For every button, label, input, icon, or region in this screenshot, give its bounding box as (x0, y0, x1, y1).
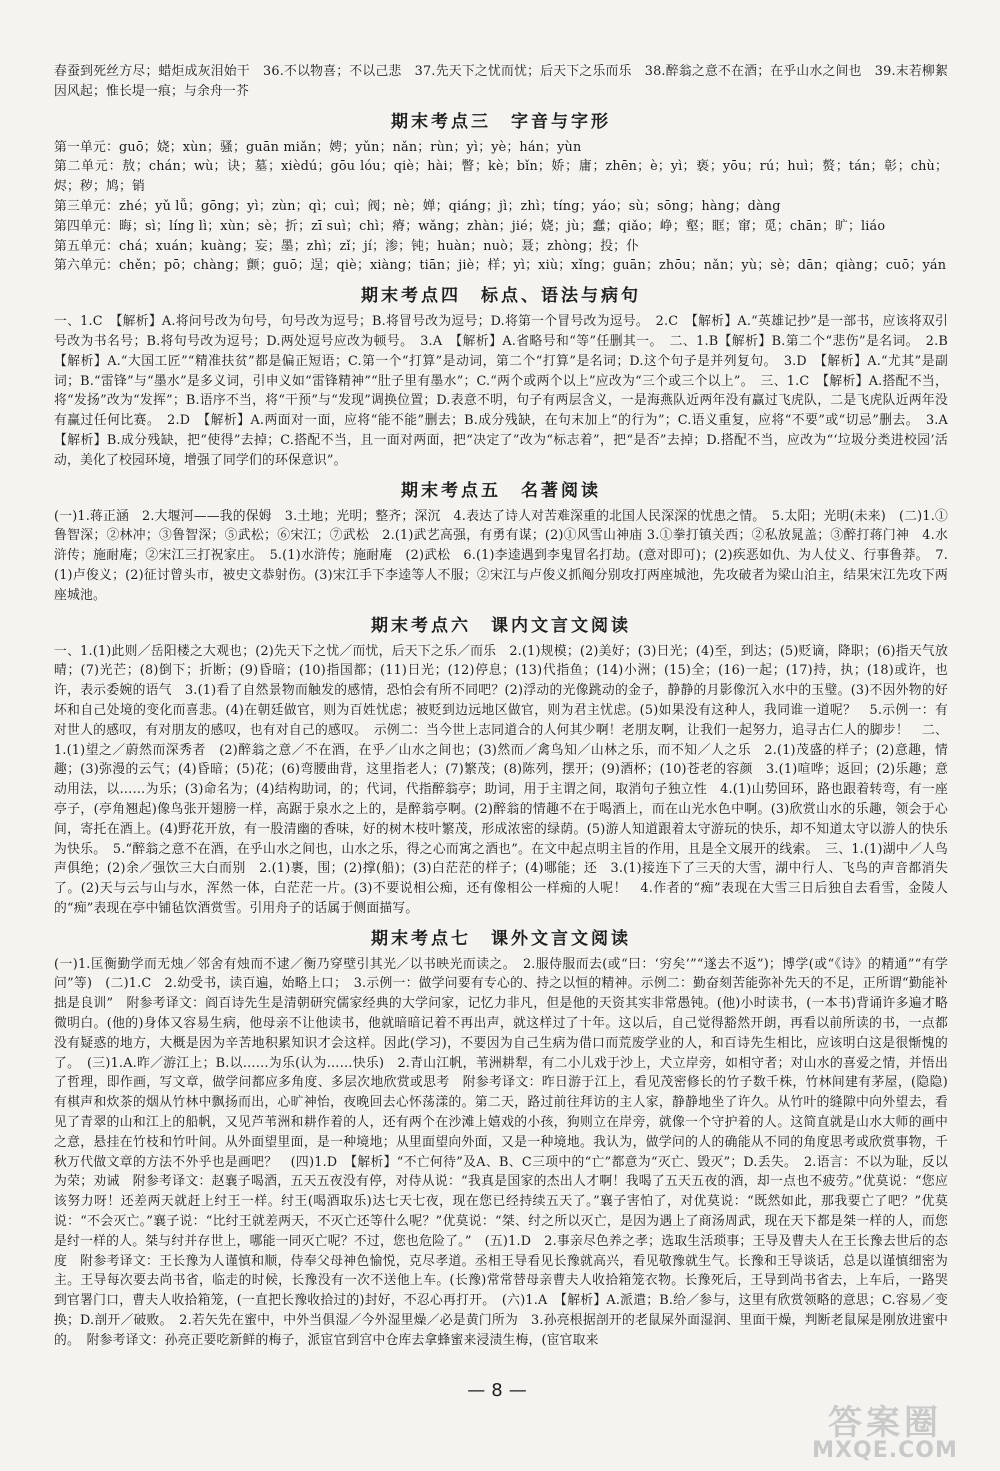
document-body (54, 62, 961, 1351)
answer-paragraph: 第六单元：chěn；pō；chàng；颤；guō；逞；qiè；xiàng；tiān；jiè；样；yì；xiù；xǐng；guān；zhōu；nǎn；yù；sè；dān；qiàng；cuō；yán (54, 258, 947, 274)
answer-paragraph: 一、1.(1)此则／岳阳楼之大观也；(2)先天下之忧／而忧，后天下之乐／而乐 2.(1)规模；(2)美好；(3)日光；(4)至，到达；(5)贬谪，降职；(6)指天气放晴；(7)光芒；(8)倒下；折断；(9)昏暗；(10)指国都；(11)日光；(12)停息；(13)代指鱼；(14)小洲；(15)全；(16)一起；(17)持，执；(18)或许，也许，表示委婉的语气 3.(1)看了自然景物而触发的感情，恐怕会有所不同吧？(2)浮动的光像跳动的金子，静静的月影像沉入水中的玉璧。(3)不因外物的好坏和自己处境的变化而喜悲。(4)在朝廷做官，则为百姓忧虑；被贬到边远地区做官，则为君主忧虑。(5)如果没有这种人，我同谁一道呢？ 5.示例一：有对世人的感叹，有对朋友的感叹，也有对自己的感叹。 示例二：当今世上志同道合的人何其少啊！老朋友啊，让我们一起努力，追寻古仁人的脚步！ 二、1.(1)望之／蔚然而深秀者 (2)醉翁之意／不在酒，在乎／山水之间也；(3)然而／禽鸟知／山林之乐，而不知／人之乐 2.(1)茂盛的样子；(2)意趣，情趣；(3)弥漫的云气；(4)昏暗；(5)花；(6)弯腰曲背，这里指老人；(7)繁茂；(8)陈列，摆开；(9)酒杯；(10)苍老的容颜 3.(1)喧哗；返回；(2)乐趣；意动用法，以……为乐；(3)命名为；(4)结构助词，的；代词，代指醉翁亭；助词，用于主谓之间，取消句子独立性 4.(1)山势回环，路也跟着转弯，有一座亭子，(亭角翘起)像鸟张开翅膀一样，高踞于泉水之上的，是醉翁亭啊。(2)醉翁的情趣不在于喝酒上，而在山光水色中啊。(3)欣赏山水的乐趣，领会于心间，寄托在酒上。(4)野花开放，有一股清幽的香味，好的树木枝叶繁茂，形成浓密的绿荫。(5)游人知道跟着太守游玩的快乐，却不知道太守以游人的快乐为快乐。 5.“醉翁之意不在酒，在乎山水之间也，山水之乐，得之心而寓之酒也”。在文中起点明主旨的作用，且是全文展开的线索。 三、1.(1)湖中／人鸟声俱绝；(2)余／强饮三大白而别 2.(1)裹，围；(2)撑(船)；(3)白茫茫的样子；(4)哪能；还 3.(1)接连下了三天的大雪，湖中行人、飞鸟的声音都消失了。(2)天与云与山与水，浑然一体，白茫茫一片。(3)不要说相公痴，还有像相公一样痴的人呢！ 4.作者的“痴”表现在大雪三日后独自去看雪，金陵人的“痴”表现在亭中铺毡饮酒赏雪。引用舟子的话属于侧面描写。 (54, 643, 948, 916)
section-heading: 期末考点五 名著阅读 (401, 480, 601, 501)
answer-paragraph: 第三单元：zhé；yǔ lǚ；gōng；yì；zùn；qì；cuì；阀；nè；婵；qiáng；jì；zhì；tíng；yáo；sù；sōng；hàng；dàng (54, 198, 781, 214)
watermark-text: 答案圈 (828, 1403, 942, 1443)
page-number: —8— (467, 1380, 533, 1401)
answer-paragraph: (一)1.蒋正涵 2.大堰河——我的保姆 3.土地；光明；整齐；深沉 4.表达了诗人对苦难深重的北国人民深深的忧患之情。 5.太阳；光明(未来) (二)1.①鲁智深；②林冲；③鲁智深；⑤武松；⑥宋江；⑦武松 2.(1)武艺高强，有勇有谋；(2)①风雪山神庙 3.①拳打镇关西；②私放晁盖；③醉打蒋门神 4.水浒传；施耐庵；②宋江三打祝家庄。 5.(1)水浒传；施耐庵 (2)武松 6.(1)李逵遇到李鬼冒名打劫。(意对即可)；(2)疾恶如仇、为人仗义、行事鲁莽。 7.(1)卢俊义；(2)征讨曾头市，被史文恭射伤。(3)宋江手下李逵等人不服；②宋江与卢俊义抓阄分别攻打两座城池，先攻破者为梁山泊主，结果宋江先攻下两座城池。 (54, 508, 948, 603)
watermark-logo (780, 1395, 990, 1465)
answer-paragraph: (一)1.匡衡勤学而无烛／邻舍有烛而不逮／衡乃穿壁引其光／以书映光而读之。 2.服侍服而去(或“曰：‘穷矣’”“遂去不返”)；博学(或“《诗》的精通”“有学问”等) (二)1.C 2.幼受书，读百遍，始略上口； 3.示例一：做学问要有专心的、持之以恒的精神。示例二：勤奋刻苦能弥补先天的不足，正所谓“勤能补拙是良训” 附参考译文：阎百诗先生是清朝研究儒家经典的大学问家，记忆力非凡，但是他的天资其实非常愚钝。(他)小时读书，(一本书)背诵许多遍才略微明白。(他的)身体又容易生病，他母亲不让他读书，他就暗暗记着不再出声，就这样过了十年。这以后，自己觉得豁然开朗，再看以前所读的书，一点都没有疑惑的地方，大概是因为辛苦地积累知识才会这样。因此(学习)，不要因为自己生病为借口而荒废学业的人，和百诗先生相比，应该明白这是很惭愧的了。 (三)1.A.昨／游江上；B.以……为乐(认为……快乐) 2.青山江帆，苇洲耕犁，有二小儿戏于沙上，犬立岸旁，如相守者；对山水的喜爱之情，并悟出了哲理，即作画，写文章，做学问都应多角度、多层次地欣赏或思考 附参考译文：昨日游于江上，看见茂密修长的竹子数千株，竹林间建有茅屋，(隐隐)有棋声和炊茶的烟从竹林中飘扬而出，心旷神怡，夜晚回去心怀荡漾的。第二天，路过前往拜访的主人家，静静地坐了许久。从竹叶的缝隙中向外望去，看见了青翠的山和江上的船帆，又见芦苇洲和耕作着的人，还有两个在沙滩上嬉戏的小孩，狗则立在岸旁，就像一个守护着的人。这简直就是山水大师的画中之意，悬挂在竹枝和竹叶间。从外面望里面，是一种境地；从里面望向外面，又是一种境地。我认为，做学问的人的确能从不同的角度思考或欣赏事物，千秋万代做文章的方法不外乎也是画吧？ (四)1.D 【解析】“不亡何待”及A、B、C三项中的“亡”都意为“灭亡、毁灭”；D.丢失。 2.语言：不以为耻，反以为荣；劝诫 附参考译文：赵襄子喝酒，五天五夜没有停，对侍从说：“我真是国家的杰出人才啊！我喝了五天五夜的酒，却一点也不疲劳。”优莫说：“您应该努力呀！还差两天就赶上纣王一样。纣王(喝酒取乐)达七天七夜，现在您已经持续五天了。”襄子害怕了，对优莫说：“既然如此，那我要亡了吧？”优莫说：“不会灭亡。”襄子说：“比纣王就差两天，不灭亡还等什么呢？”优莫说：“桀、纣之所以灭亡，是因为遇上了商汤周武，现在天下都是桀一样的人，而您是纣一样的人。桀与纣并存世上，哪能一同灭亡呢？不过，您也危险了。” (五)1.D 2.事亲尽色养之孝；选取生活琐事；王导及曹夫人在王长豫去世后的态度 附参考译文：王长豫为人谨慎和顺，侍奉父母神色愉悦，克尽孝道。丞相王导看见长豫就高兴，看见敬豫就生气。长豫和王导谈话，总是以谨慎细密为主。王导每次要去尚书省，临走的时候，长豫没有一次不送他上车。(长豫)常常替母亲曹夫人收拾箱笼衣物。长豫死后，王导到尚书省去，上车后，一路哭到官署门口，曹夫人收拾箱笼，(一直把长豫收拾过的)封好，不忍心再打开。 (六)1.A 【解析】A.派遣；B.给／参与，这里有欣赏领略的意思；C.容易／变换；D.剖开／破败。 2.若矢先在蜜中，中外当俱湿／今外湿里燥／必是黄门所为 3.孙亮根据剖开的老鼠屎外面湿润、里面干燥，判断老鼠屎是刚放进蜜中的。 附参考译文：孙亮正要吃新鲜的梅子，派宦官到宫中仓库去拿蜂蜜来浸渍生梅，(宦官取来 (54, 956, 948, 1348)
answer-paragraph: 第二单元：敖；chán；wù；诀；墓；xièdú；gōu lóu；qiè；hài；瞥；kè；bǐn；娇；庸；zhēn；è；yì；亵；yōu；rú；huì；赘；tán；彰；chù；烬；秽；鸠；销 (54, 159, 948, 195)
section-heading: 期末考点七 课外文言文阅读 (371, 928, 631, 949)
section-heading: 期末考点四 标点、语法与病句 (361, 286, 641, 307)
section-heading: 期末考点三 字音与字形 (391, 111, 611, 132)
answer-paragraph: 第五单元：chá；xuán；kuàng；妄；墨；zhì；zǐ；jí；渗；钝；huàn；nuò；聂；zhòng；投；仆 (54, 238, 640, 254)
answer-paragraph: 春蚕到死丝方尽；蜡炬成灰泪始干 36.不以物喜；不以己悲 37.先天下之忧而忧；后天下之乐而乐 38.醉翁之意不在酒；在乎山水之间也 39.末若柳絮因风起；惟长堤一痕；与余舟一芥 (54, 64, 948, 99)
answer-paragraph: 一、1.C 【解析】A.将问号改为句号，句号改为逗号；B.将冒号改为逗号；D.将第一个冒号改为逗号。 2.C 【解析】A.“英雄记抄”是一部书，应该将双引号改为书名号；B.将句号改为逗号；D.两处逗号应改为顿号。 3.A 【解析】A.省略号和“等”任删其一。 二、1.B【解析】B.第二个“悲伤”是名词。 2.B【解析】A.“大国工匠”“精准扶贫”都是偏正短语；C.第一个“打算”是动词，第二个“打算”是名词；D.这个句子是并列复句。 3.D 【解析】A.“尤其”是副词；B.“雷锋”与“墨水”是多义词，引申义如“雷锋精神”“肚子里有墨水”；C.“两个或两个以上”应改为“三个或三个以上”。 三、1.C 【解析】A.搭配不当，将“发扬”改为“发挥”；B.语序不当，将“干预”与“发现”调换位置；D.表意不明，句子有两层含义，一是海燕队近两年没有赢过飞虎队，二是飞虎队近两年没有赢过任何比赛。 2.D 【解析】A.两面对一面，应将“能不能”删去；B.成分残缺，在句末加上“的行为”；C.语义重复，应将“不要”或“切忌”删去。 3.A 【解析】B.成分残缺，把“使得”去掉；C.搭配不当，且一面对两面，把“决定了”改为“标志着”，把“是否”去掉；D.搭配不当，应改为“‘垃圾分类进校园’活动，美化了校园环境，增强了同学们的环保意识”。 (54, 314, 961, 468)
section-heading: 期末考点六 课内文言文阅读 (371, 615, 631, 636)
watermark-url: MXQE.COM (812, 1438, 958, 1463)
answer-paragraph: 第一单元：guō；娆；xùn；骚；guān miǎn；娉；yǔn；nǎn；rùn；yì；yè；hán；yùn (54, 139, 582, 155)
answer-paragraph: 第四单元：晦；sì；líng lì；xùn；sè；折；zī suì；chì；瘠；wǎng；zhàn；jié；娆；jù；蠢；qiǎo；峥；壑；眶；窜；觅；chān；旷；liáo (54, 218, 886, 234)
